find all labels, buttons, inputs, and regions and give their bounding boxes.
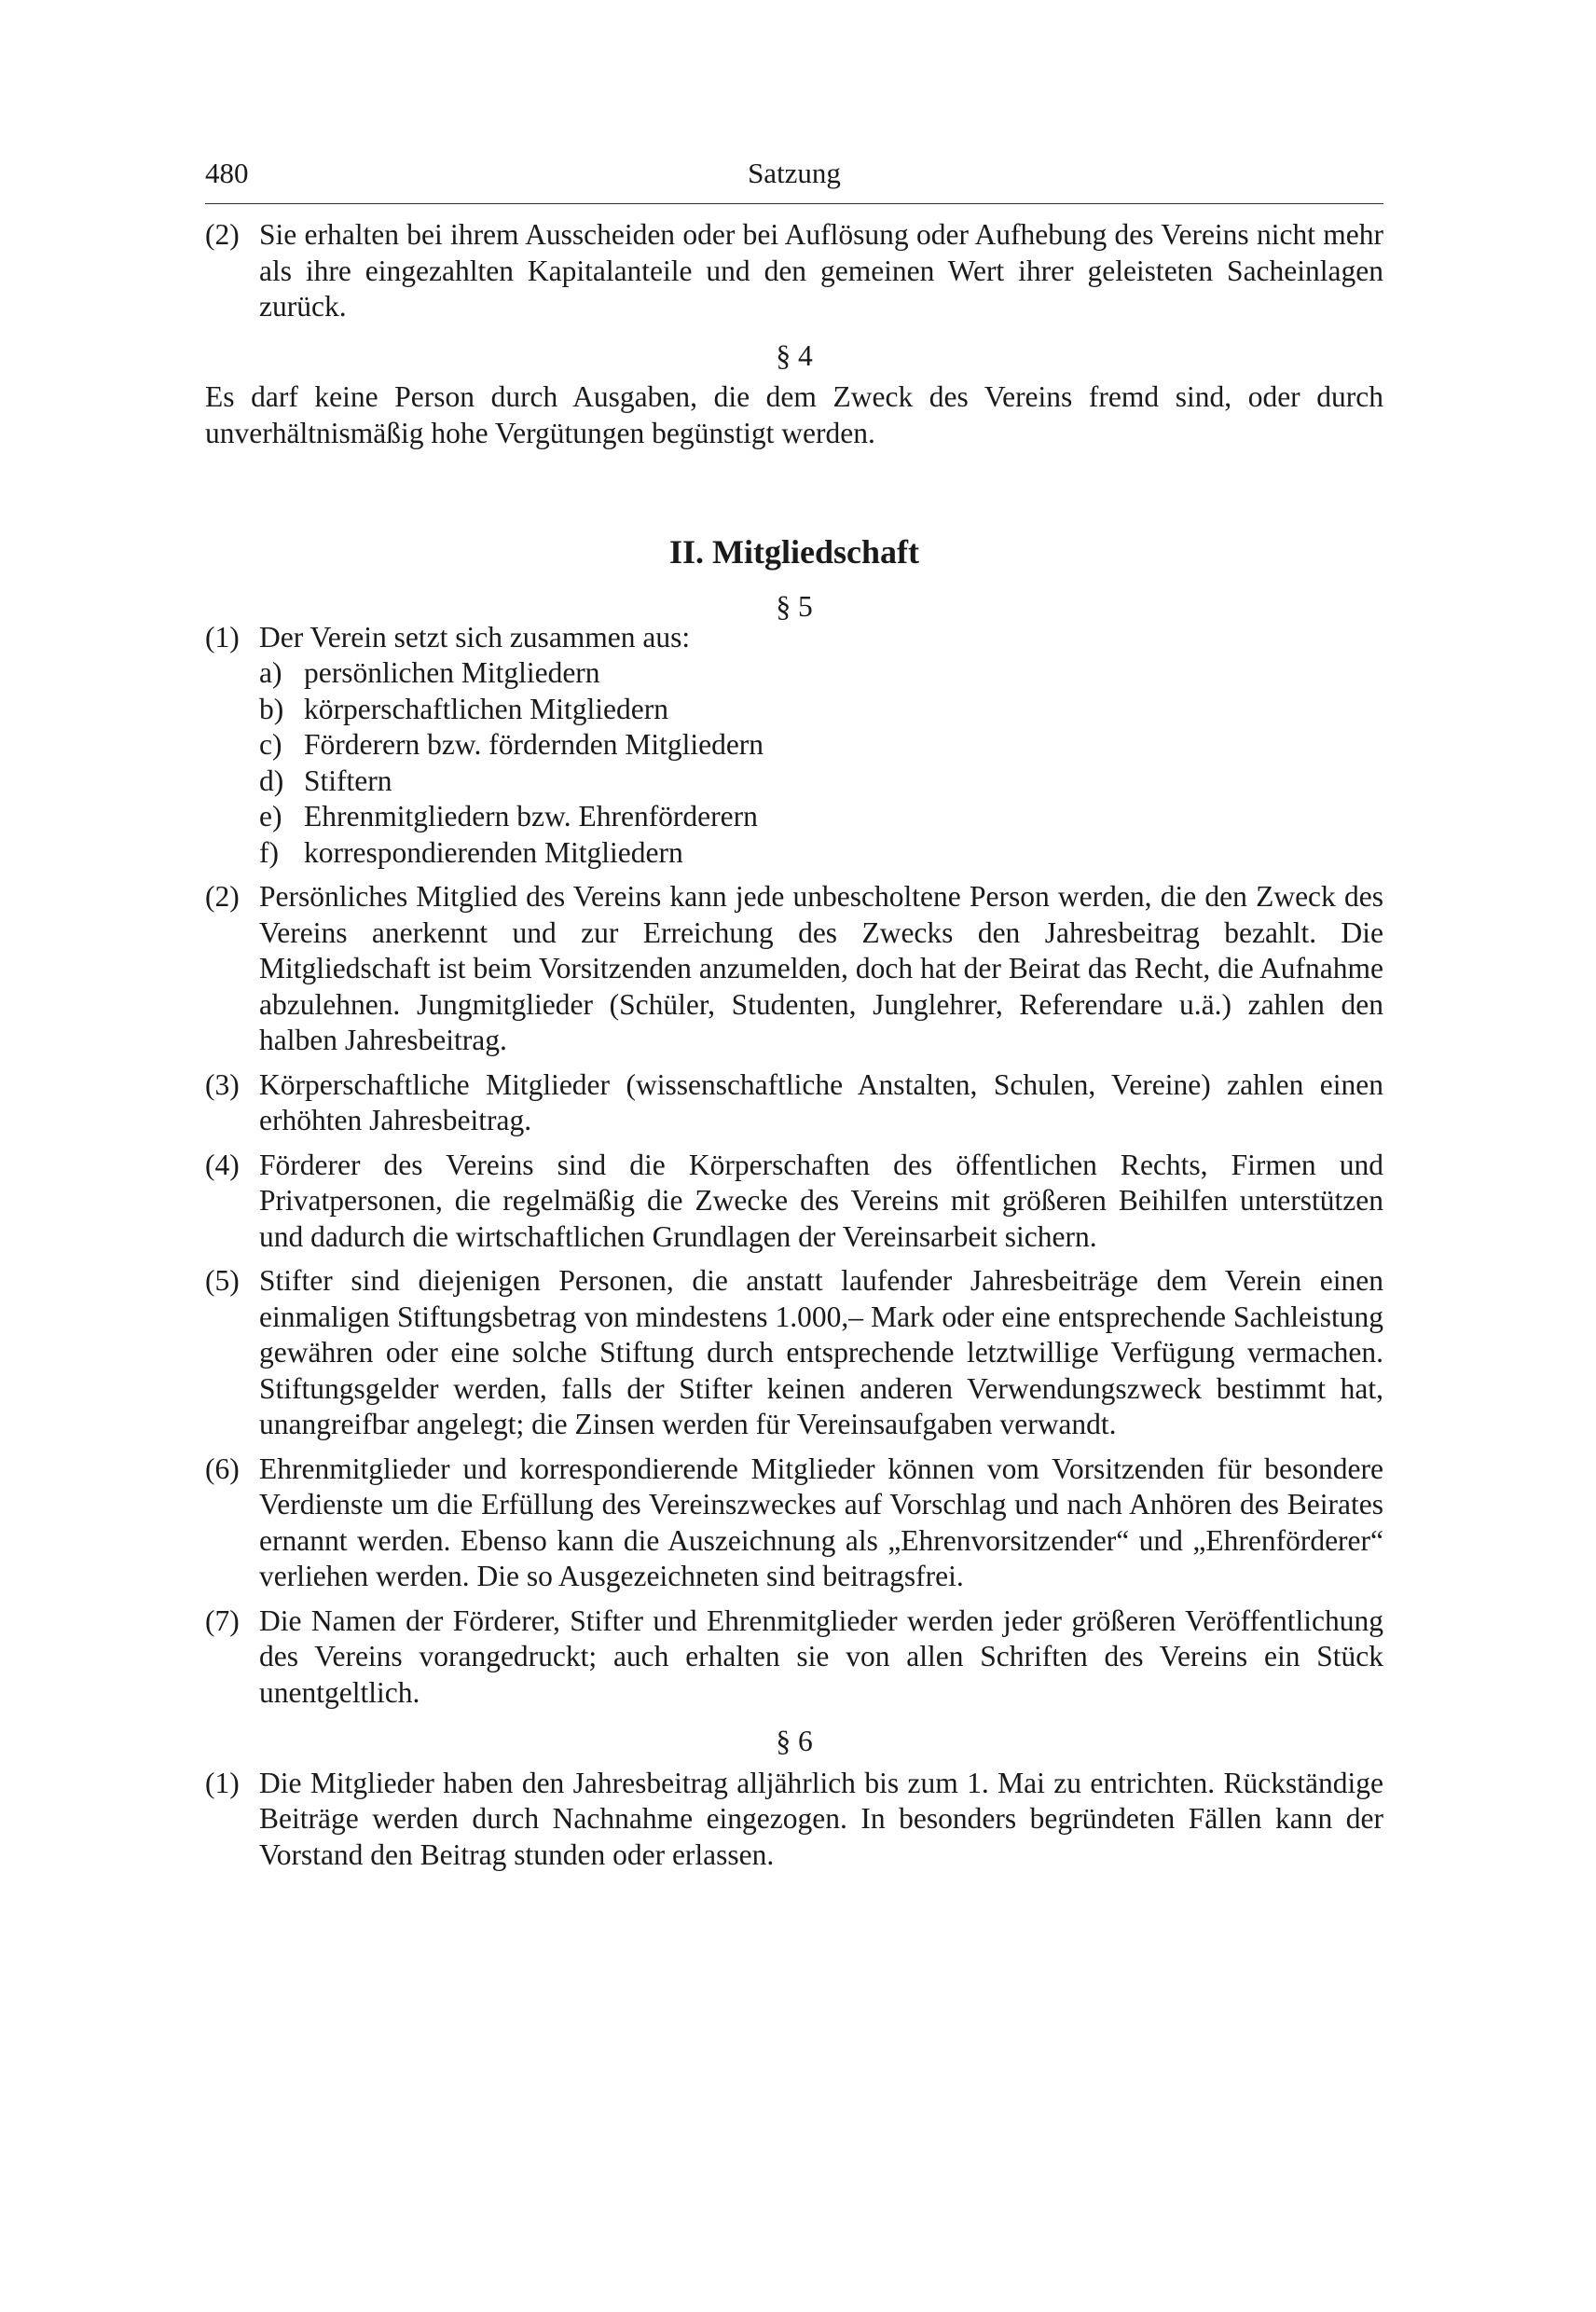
running-head bbox=[205, 149, 1383, 198]
list-letter: b) bbox=[259, 692, 284, 725]
membership-types-list bbox=[259, 655, 1383, 871]
paragraph-5-3 bbox=[205, 1067, 1383, 1139]
header-rule bbox=[205, 203, 1383, 204]
list-text: persönlichen Mitgliedern bbox=[304, 656, 600, 689]
list-letter: a) bbox=[259, 656, 282, 689]
paragraph-text: Ehrenmitglieder und korrespondierende Mitglieder können vom Vorsitzenden für besondere Verdienste um die Erfüllung des Vereinszweckes auf Vorschlag und nach Anhören des Beirates ernannt werden. Ebenso kann die Auszeichnung als „Ehrenvorsitzender“ und „Ehrenförderer“ verliehen werden. Die so Ausgezeichneten sind beitragsfrei. bbox=[259, 1452, 1383, 1592]
paragraph-number: (4) bbox=[205, 1148, 240, 1181]
paragraph-number: (7) bbox=[205, 1603, 240, 1637]
paragraph-intro: Der Verein setzt sich zusammen aus: bbox=[259, 620, 691, 654]
paragraph-5-4 bbox=[205, 1148, 1383, 1256]
list-letter: e) bbox=[259, 800, 282, 833]
paragraph-number: (3) bbox=[205, 1067, 240, 1101]
paragraph-text: Stifter sind diejenigen Personen, die anstatt laufender Jahresbeiträge dem Verein einen einmaligen Stiftungsbetrag von mindestens 1.000,– Mark oder eine entsprechende Sachleistung gewähren oder eine solche Stiftung durch entsprechende letztwillige Verfügung vermachen. Stiftungsgelder werden, falls der Stifter keinen anderen Verwendungszweck bestimmt hat, unangreifbar angelegt; die Zinsen werden für Vereinsaufgaben verwandt. bbox=[259, 1264, 1383, 1440]
paragraph-5-5 bbox=[205, 1263, 1383, 1443]
list-text: korrespondierenden Mitgliedern bbox=[304, 835, 683, 869]
running-title: Satzung bbox=[748, 157, 841, 189]
list-item bbox=[259, 799, 1383, 835]
section-heading-4: § 4 bbox=[776, 338, 813, 372]
paragraph-5-6 bbox=[205, 1452, 1383, 1595]
list-item bbox=[259, 835, 1383, 872]
page-number: 480 bbox=[205, 157, 249, 189]
list-letter: f) bbox=[259, 835, 279, 869]
list-letter: d) bbox=[259, 764, 284, 797]
paragraph-6-1 bbox=[205, 1766, 1383, 1874]
section-heading-6: § 6 bbox=[776, 1725, 813, 1757]
paragraph-number: (6) bbox=[205, 1452, 240, 1485]
paragraph-number: (2) bbox=[205, 218, 240, 251]
paragraph-text: Förderer des Vereins sind die Körperschaften des öffentlichen Rechts, Firmen und Privatpersonen, die regelmäßig die Zwecke des Vereins mit größeren Beihilfen unterstützen und dadurch die wirtschaftlichen Grundlagen der Vereinsarbeit sichern. bbox=[259, 1148, 1383, 1253]
paragraph-text: Die Mitglieder haben den Jahresbeitrag alljährlich bis zum 1. Mai zu entrichten. Rückständige Beiträge werden durch Nachnahme eingezogen. In besonders begründeten Fällen kann der Vorstand den Beitrag stunden oder erlassen. bbox=[259, 1766, 1383, 1871]
paragraph-5-7 bbox=[205, 1603, 1383, 1712]
paragraph-text: Körperschaftliche Mitglieder (wissenschaftliche Anstalten, Schulen, Vereine) zahlen einen erhöhten Jahresbeitrag. bbox=[259, 1067, 1383, 1136]
section-heading-5: § 5 bbox=[776, 590, 813, 623]
list-item bbox=[259, 764, 1383, 800]
body-text bbox=[205, 217, 1383, 1873]
list-text: Förderern bzw. fördernden Mitgliedern bbox=[304, 728, 764, 761]
paragraph-number: (5) bbox=[205, 1264, 240, 1297]
chapter-heading-2: II. Mitgliedschaft bbox=[669, 533, 919, 571]
paragraph-3-2 bbox=[205, 217, 1383, 325]
paragraph-5-2 bbox=[205, 879, 1383, 1059]
list-text: Stiftern bbox=[304, 764, 392, 797]
paragraph-5-1 bbox=[205, 620, 1383, 872]
list-text: Ehrenmitgliedern bzw. Ehrenförderern bbox=[304, 800, 758, 833]
paragraph-text: Persönliches Mitglied des Vereins kann jede unbescholtene Person werden, die den Zweck des Vereins anerkennt und zur Erreichung des Zwecks den Jahresbeitrag bezahlt. Die Mitgliedschaft ist beim Vorsitzenden anzumelden, doch hat der Beirat das Recht, die Aufnahme abzulehnen. Jungmitglieder (Schüler, Studenten, Junglehrer, Referendare u.ä.) zahlen den halben Jahresbeitrag. bbox=[259, 880, 1383, 1056]
paragraph-text: Sie erhalten bei ihrem Ausscheiden oder bei Auflösung oder Aufhebung des Vereins nicht mehr als ihre eingezahlten Kapitalanteile und den gemeinen Wert ihrer geleisteten Sacheinlagen zurück. bbox=[259, 218, 1383, 323]
list-item bbox=[259, 692, 1383, 728]
list-letter: c) bbox=[259, 728, 282, 761]
document-page bbox=[205, 149, 1383, 1873]
list-item bbox=[259, 655, 1383, 692]
paragraph-text: Die Namen der Förderer, Stifter und Ehrenmitglieder werden jeder größeren Veröffentlichung des Vereins vorangedruckt; auch erhalten sie von allen Schriften des Vereins ein Stück unentgeltlich. bbox=[259, 1603, 1383, 1709]
paragraph-number: (2) bbox=[205, 880, 240, 913]
list-item bbox=[259, 727, 1383, 764]
paragraph-4: Es darf keine Person durch Ausgaben, die dem Zweck des Vereins fremd sind, oder durch unverhältnismäßig hohe Vergütungen begünstigt werden. bbox=[205, 380, 1383, 449]
list-text: körperschaftlichen Mitgliedern bbox=[304, 692, 668, 725]
paragraph-number: (1) bbox=[205, 1766, 240, 1799]
paragraph-number: (1) bbox=[205, 620, 240, 654]
